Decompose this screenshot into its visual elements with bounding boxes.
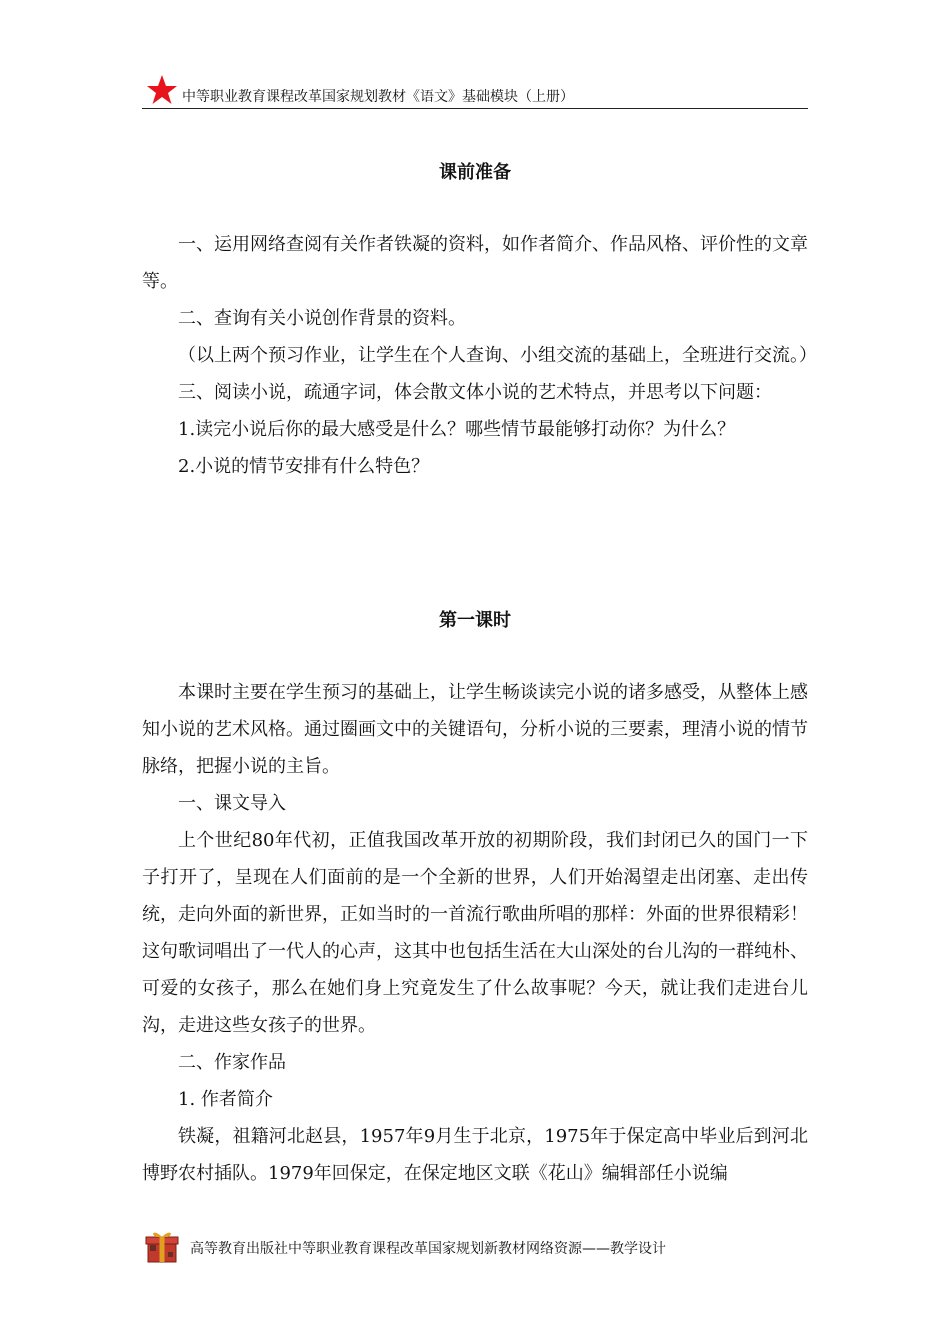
paragraph: 本课时主要在学生预习的基础上，让学生畅谈读完小说的诸多感受，从整体上感知小说的艺术风格。通过圈画文中的关键语句，分析小说的三要素，理清小说的情节脉络，把握小说的主旨。	[142, 682, 808, 777]
section-title-lesson-one: 第一课时	[439, 610, 511, 631]
paragraph: 铁凝，祖籍河北赵县，1957年9月生于北京，1975年于保定高中毕业后到河北博野农村插队。1979年回保定，在保定地区文联《花山》编辑部任小说编	[142, 1126, 808, 1184]
paragraph: 上个世纪80年代初，正值我国改革开放的初期阶段，我们封闭已久的国门一下子打开了，呈现在人们面前的是一个全新的世界，人们开始渴望走出闭塞、走出传统，走向外面的新世界，正如当时的一首流行歌曲所唱的那样：外面的世界很精彩！这句歌词唱出了一代人的心声，这其中也包括生活在大山深处的台儿沟的一群纯朴、可爱的女孩子，那么在她们身上究竟发生了什么故事呢？今天，就让我们走进台儿沟，走进这些女孩子的世界。	[142, 830, 808, 1036]
paragraph: 一、课文导入	[178, 793, 286, 814]
preparation-body	[142, 226, 817, 485]
page-header	[142, 72, 808, 109]
gift-box-icon	[144, 1228, 180, 1264]
paragraph: 二、查询有关小说创作背景的资料。	[178, 308, 466, 329]
paragraph: 三、阅读小说，疏通字词，体会散文体小说的艺术特点，并思考以下问题：	[178, 382, 772, 403]
page-footer	[142, 1226, 808, 1266]
paragraph: 1. 作者简介	[178, 1089, 273, 1110]
header-title: 中等职业教育课程改革国家规划教材《语文》基础模块（上册）	[182, 89, 574, 105]
paragraph: 1.读完小说后你的最大感受是什么？哪些情节最能够打动你？为什么？	[178, 419, 736, 440]
section-title-preparation: 课前准备	[439, 162, 511, 183]
footer-text: 高等教育出版社中等职业教育课程改革国家规划新教材网络资源——教学设计	[190, 1241, 666, 1257]
red-star-icon	[146, 74, 178, 106]
paragraph: 2.小说的情节安排有什么特色？	[178, 456, 430, 477]
lesson-one-body	[142, 674, 808, 1192]
paragraph: （以上两个预习作业，让学生在个人查询、小组交流的基础上，全班进行交流。）	[178, 345, 817, 366]
paragraph: 一、运用网络查阅有关作者铁凝的资料，如作者简介、作品风格、评价性的文章等。	[142, 234, 808, 292]
paragraph: 二、作家作品	[178, 1052, 286, 1073]
